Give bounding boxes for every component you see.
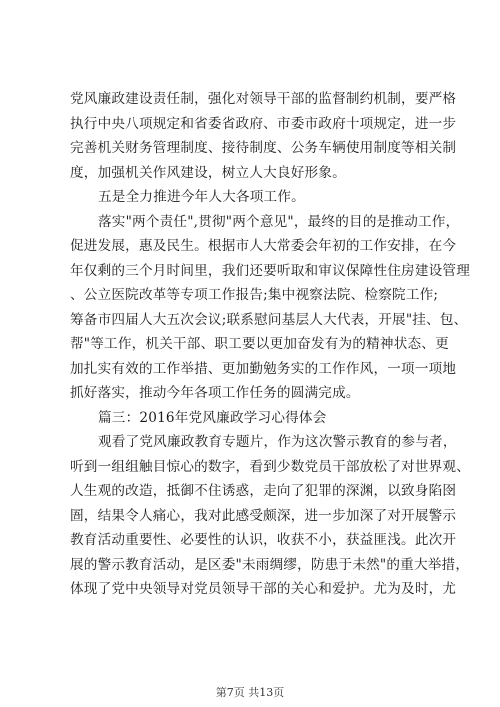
page-number-footer: 第7页 共13页	[215, 686, 285, 699]
body-line: 体现了党中央领导对党员领导干部的关心和爱护。尤为及时，尤	[70, 581, 457, 597]
body-line: 圄，结果令人痛心，我对此感受颇深，进一步加深了对开展警示	[70, 507, 457, 524]
body-line: 展的警示教育活动，是区委"未雨绸缪，防患于未然"的重大举措，	[70, 556, 470, 573]
body-line: 促进发展，惠及民生。根据市人大常委会年初的工作安排，在今	[70, 238, 457, 254]
body-line: 听到一组组触目惊心的数字，看到少数党员干部放松了对世界观、	[70, 458, 471, 475]
body-line: 年仅剩的三个月时间里，我们还要听取和审议保障性住房建设管理	[70, 262, 471, 279]
section-heading: 五是全力推进今年人大各项工作。	[98, 189, 305, 205]
body-line: 党风廉政建设责任制，强化对领导干部的监督制约机制，要严格	[70, 91, 457, 107]
body-line: 度，加强机关作风建设，树立人大良好形象。	[70, 164, 346, 181]
body-line: 人生观的改造，抵御不住诱惑，走向了犯罪的深渊，以致身陷囹	[70, 483, 457, 499]
chapter-title: 篇三：2016年党风廉政学习心得体会	[98, 409, 327, 426]
body-line: 、公立医院改革等专项工作报告;集中视察法院、检察院工作;	[70, 287, 439, 303]
document-body	[70, 87, 471, 602]
body-line: 抓好落实，推动今年各项工作任务的圆满完成。	[70, 385, 360, 401]
body-line: 观看了党风廉政教育专题片，作为这次警示教育的参与者，	[98, 434, 457, 450]
body-line: 筹备市四届人大五次会议;联系慰问基层人大代表，开展"挂、包、	[70, 311, 468, 328]
body-line: 帮"等工作，机关干部、职工要以更加奋发有为的精神状态、更	[70, 336, 449, 352]
body-line: 落实"两个责任",贯彻"两个意见"，最终的目的是推动工作，	[98, 213, 460, 230]
body-line: 执行中央八项规定和省委省政府、市委市政府十项规定，进一步	[70, 115, 457, 132]
body-line: 完善机关财务管理制度、接待制度、公务车辆使用制度等相关制	[70, 140, 457, 156]
body-line: 教育活动重要性、必要性的认识，收获不小，获益匪浅。此次开	[70, 532, 457, 548]
body-line: 加扎实有效的工作举措、更加勤勉务实的工作作风，一项一项地	[70, 360, 457, 377]
